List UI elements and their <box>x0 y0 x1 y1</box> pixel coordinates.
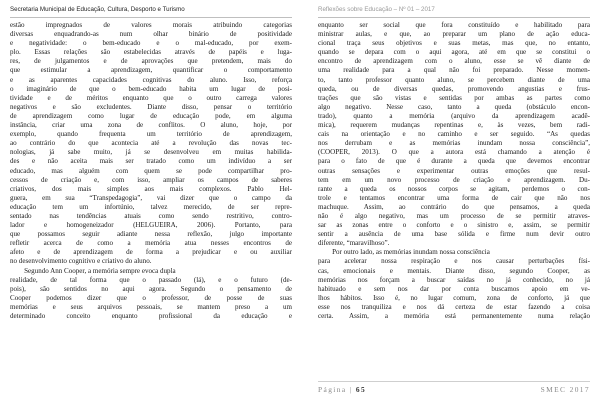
text-line: Cooper podemos dizer que o professor, de posse de suas <box>10 293 292 302</box>
text-line: negativos e são excludentes. Diante disso, pensar o território <box>10 102 292 111</box>
text-line: realidade, de tal forma que o passado (lá), e o futuro (de- <box>10 275 292 284</box>
text-line: determinado conceito enquanto profissional da educação e <box>10 312 292 320</box>
text-line: cional traça seus objetivos e suas metas, mas que, no entanto, <box>318 39 590 48</box>
text-line: outras sensações e experimentar outras emoções que resul- <box>318 166 590 175</box>
text-line: trole e tentamos encontrar uma forma de cair que não nos <box>318 193 590 202</box>
text-line: sar as zonas entre o conforto e o sinistro e, assim, se permitir <box>318 221 590 230</box>
text-line: educado, mas alguém com quem se pode compartilhar pro- <box>10 166 292 175</box>
text-line: não é algo negativo, mas um processo de se permitir atraves- <box>318 211 590 220</box>
text-line: refletir acerca de como a memória atua nesses encontros de <box>10 239 292 248</box>
text-line: uma realidade para a qual não foi preparado. Nesse momen- <box>318 66 590 75</box>
text-line: to, tanto professor quanto aluno, se percebem diante de uma <box>318 75 590 84</box>
text-line: cessos de criação e, com isso, ampliar os campos de saberes <box>10 175 292 184</box>
text-line: estão impregnados de valores morais atribuindo categorias <box>10 21 292 29</box>
page-footer <box>318 385 366 395</box>
text-line: algo negativo. Nesse caso, tanto a queda (obstáculo encon- <box>318 102 590 111</box>
text-line: nos derrubam e as memórias inundam nossa consciência”, <box>318 139 590 148</box>
page-label: Página <box>318 385 347 394</box>
text-line: pois), são sentidos no aqui agora. Segundo o pensamento de <box>10 284 292 293</box>
text-line: para acelerar nossa respiração e nos causar perturbações físi- <box>318 257 590 266</box>
text-line: plo. Essas relações são estabelecidas através de papéis e luga- <box>10 48 292 57</box>
text-line: queda, ou de diversas quedas, promovendo angustias e frus- <box>318 84 590 93</box>
text-line: des e não aceita mais ser tratado como um indivíduo a ser <box>10 157 292 166</box>
text-line: criativos, dos mais simples aos mais complexos. Pablo Hel- <box>10 184 292 193</box>
text-line: guera, em sua “Transpedagogia”, vai dizer que o campo da <box>10 193 292 202</box>
footer-rule <box>318 381 590 382</box>
text-line: que possamos seguir adiante nessa reflexão, julgo importante <box>10 230 292 239</box>
text-line: res, de julgamentos e de aprovações que pretendem, mais do <box>10 57 292 66</box>
text-line: lhos hábitos. Isso é, no lugar comum, zona de conforto, já que <box>318 293 590 302</box>
text-line: encontro de aprendizagem com o aluno, esse se vê diante de <box>318 57 590 66</box>
text-line: certa. Assim, a memória está permanentemente numa relação <box>318 312 590 320</box>
text-line: esse nos tranquiliza e nos dá certeza de estar fazendo a coisa <box>318 302 590 311</box>
left-text-column <box>10 21 292 321</box>
text-line: afeto e de aprendizagem de forma a prejudicar e ou auxiliar <box>10 248 292 257</box>
text-line: educação tem um infortúnio, talvez merecido, de ser repre- <box>10 202 292 211</box>
page-number: 65 <box>355 385 367 394</box>
text-line: lador e homogeneizador (HELGUEIRA, 2006). Portanto, para <box>10 221 292 230</box>
text-line: e as aparentes capacidades cognitivas do aluno. Isso, reforça <box>10 75 292 84</box>
text-line: tividade e de méritos enquanto que o outro carrega valores <box>10 93 292 102</box>
text-line: rante a queda os nossos corpos se agitam, perdemos o con- <box>318 184 590 193</box>
text-line: ministrar aulas, e que, ao preparar um plano de ação educa- <box>318 30 590 39</box>
text-line: ao contrário do que acontecia até a revolução das novas tec- <box>10 139 292 148</box>
text-line: trações que são vistas e sentidas por ambas as partes como <box>318 93 590 102</box>
text-line: Segundo Ann Cooper, a memória sempre evoca dupla <box>10 266 176 275</box>
header-rule-right <box>318 17 590 18</box>
text-line: memórias e seus arquivos pessoais, se mantem preso a um <box>10 302 292 311</box>
text-line: sentado nas tendências atuais como sendo restritivo, contro- <box>10 211 292 220</box>
text-line: exemplo, quando frequenta um território de aprendizagem, <box>10 130 292 139</box>
text-line: diferente, “maravilhoso”. <box>318 239 390 248</box>
text-line: o imaginário de que o bem-educado habita um lugar de posi- <box>10 84 292 93</box>
text-line: quando se depara com o aqui agora, até em que se constitui o <box>318 48 590 57</box>
text-line: (COOPER, 2013). O que a autora está chamando a atenção é <box>318 148 590 157</box>
text-line: Por outro lado, as memórias inundam nossa consciência <box>318 248 490 257</box>
header-right: Reflexões sobre Educação – Nº 01 – 2017 <box>318 6 435 13</box>
text-line: mica), requerem mudanças repentinas e, às vezes, bem radi- <box>318 121 590 130</box>
text-line: habituado e sem nos dar por conta buscamos apoio em ve- <box>318 284 590 293</box>
page-separator: | <box>349 385 353 394</box>
header-rule-left <box>10 17 292 18</box>
text-line: que estimular a aprendizagem, quantificar o comportamento <box>10 66 292 75</box>
text-line: de aprendizagem como lugar de educação pode, em alguma <box>10 111 292 120</box>
text-line: machuque. Assim, ao contrário do que pensamos, a queda <box>318 202 590 211</box>
text-line: nologias, já sabe muito, já se desenvolveu em muitas habilida- <box>10 148 292 157</box>
text-line: para o fato de que é durante a queda que devemos encontrar <box>318 157 590 166</box>
text-line: instância, criar uma zona de conflitos. O aluno, hoje, por <box>10 121 292 130</box>
text-line: cais na orientação e no caminho e ser seguido. “As quedas <box>318 130 590 139</box>
text-line: cas, emocionais e mentais. Diante disso, segundo Cooper, as <box>318 266 590 275</box>
header-left: Secretaria Municipal de Educação, Cultura, Desporto e Turismo <box>10 6 185 13</box>
text-line: tem em um novo processo de criação e aprendizagem. Du- <box>318 175 590 184</box>
footer-publication: SMEC 2017 <box>540 385 590 394</box>
text-line: sentir a ausência de uma base sólida e firme num devir outro <box>318 230 590 239</box>
text-line: diversas enquadrando-as num olhar binário de positividade <box>10 30 292 39</box>
text-line: trado), quanto a memória (arquivo da aprendizagem acadê- <box>318 111 590 120</box>
text-line: memórias nos forçam a buscar saídas no já conhecido, no já <box>318 275 590 284</box>
right-text-column <box>318 21 590 321</box>
text-line: enquanto ser social que fora constituído e habilitado para <box>318 21 590 29</box>
text-line: no desenvolvimento cognitivo e criativo do aluno. <box>10 257 152 266</box>
text-line: e negatividade: o bem-educado e o mal-educado, por exem- <box>10 39 292 48</box>
